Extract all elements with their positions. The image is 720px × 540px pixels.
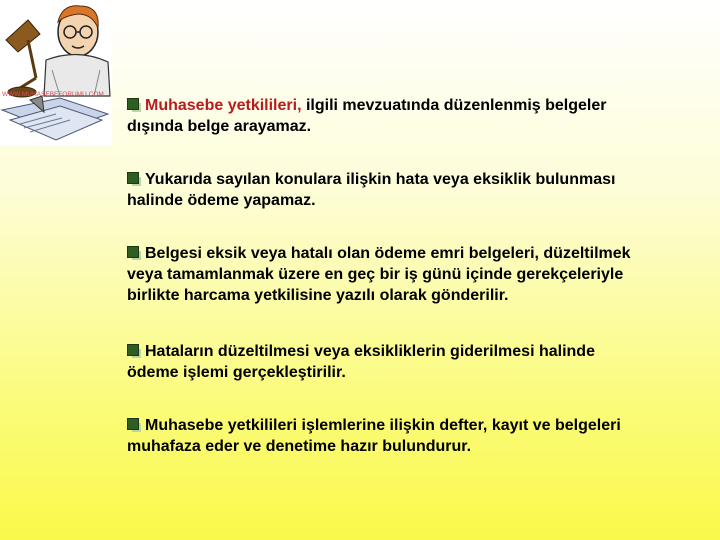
square-bullet-icon bbox=[127, 172, 139, 184]
bullet-text: Hataların düzeltilmesi veya eksikliklerin giderilmesi halinde ödeme işlemi gerçekleştirilir. bbox=[127, 343, 595, 381]
accountant-clipart bbox=[0, 0, 112, 145]
bullet-text: Belgesi eksik veya hatalı olan ödeme emri belgeleri, düzeltilmek veya tamamlanmak üzere en geç bir iş günü içinde gerekçeleriyle birlikte harcama yetkilisine yazılı olarak gönderilir. bbox=[127, 245, 631, 304]
watermark-text: WWW.MUHASEBEFORUMU.COM bbox=[2, 91, 104, 98]
square-bullet-icon bbox=[127, 418, 139, 430]
bullet-item bbox=[127, 243, 647, 306]
highlighted-text: Muhasebe yetkilileri, bbox=[145, 97, 302, 114]
bullet-list bbox=[127, 95, 647, 489]
bullet-text: Yukarıda sayılan konulara ilişkin hata veya eksiklik bulunması halinde ödeme yapamaz. bbox=[127, 171, 616, 209]
bullet-text: Muhasebe yetkilileri işlemlerine ilişkin defter, kayıt ve belgeleri muhafaza eder ve denetime hazır bulundurur. bbox=[127, 417, 621, 455]
bullet-item bbox=[127, 415, 647, 457]
bullet-item bbox=[127, 95, 647, 137]
bullet-text: ilgili mevzuatında düzenlenmiş belgeler dışında belge arayamaz. bbox=[127, 97, 607, 135]
square-bullet-icon bbox=[127, 246, 139, 258]
bullet-item bbox=[127, 169, 647, 211]
square-bullet-icon bbox=[127, 344, 139, 356]
square-bullet-icon bbox=[127, 98, 139, 110]
bullet-item bbox=[127, 341, 647, 383]
